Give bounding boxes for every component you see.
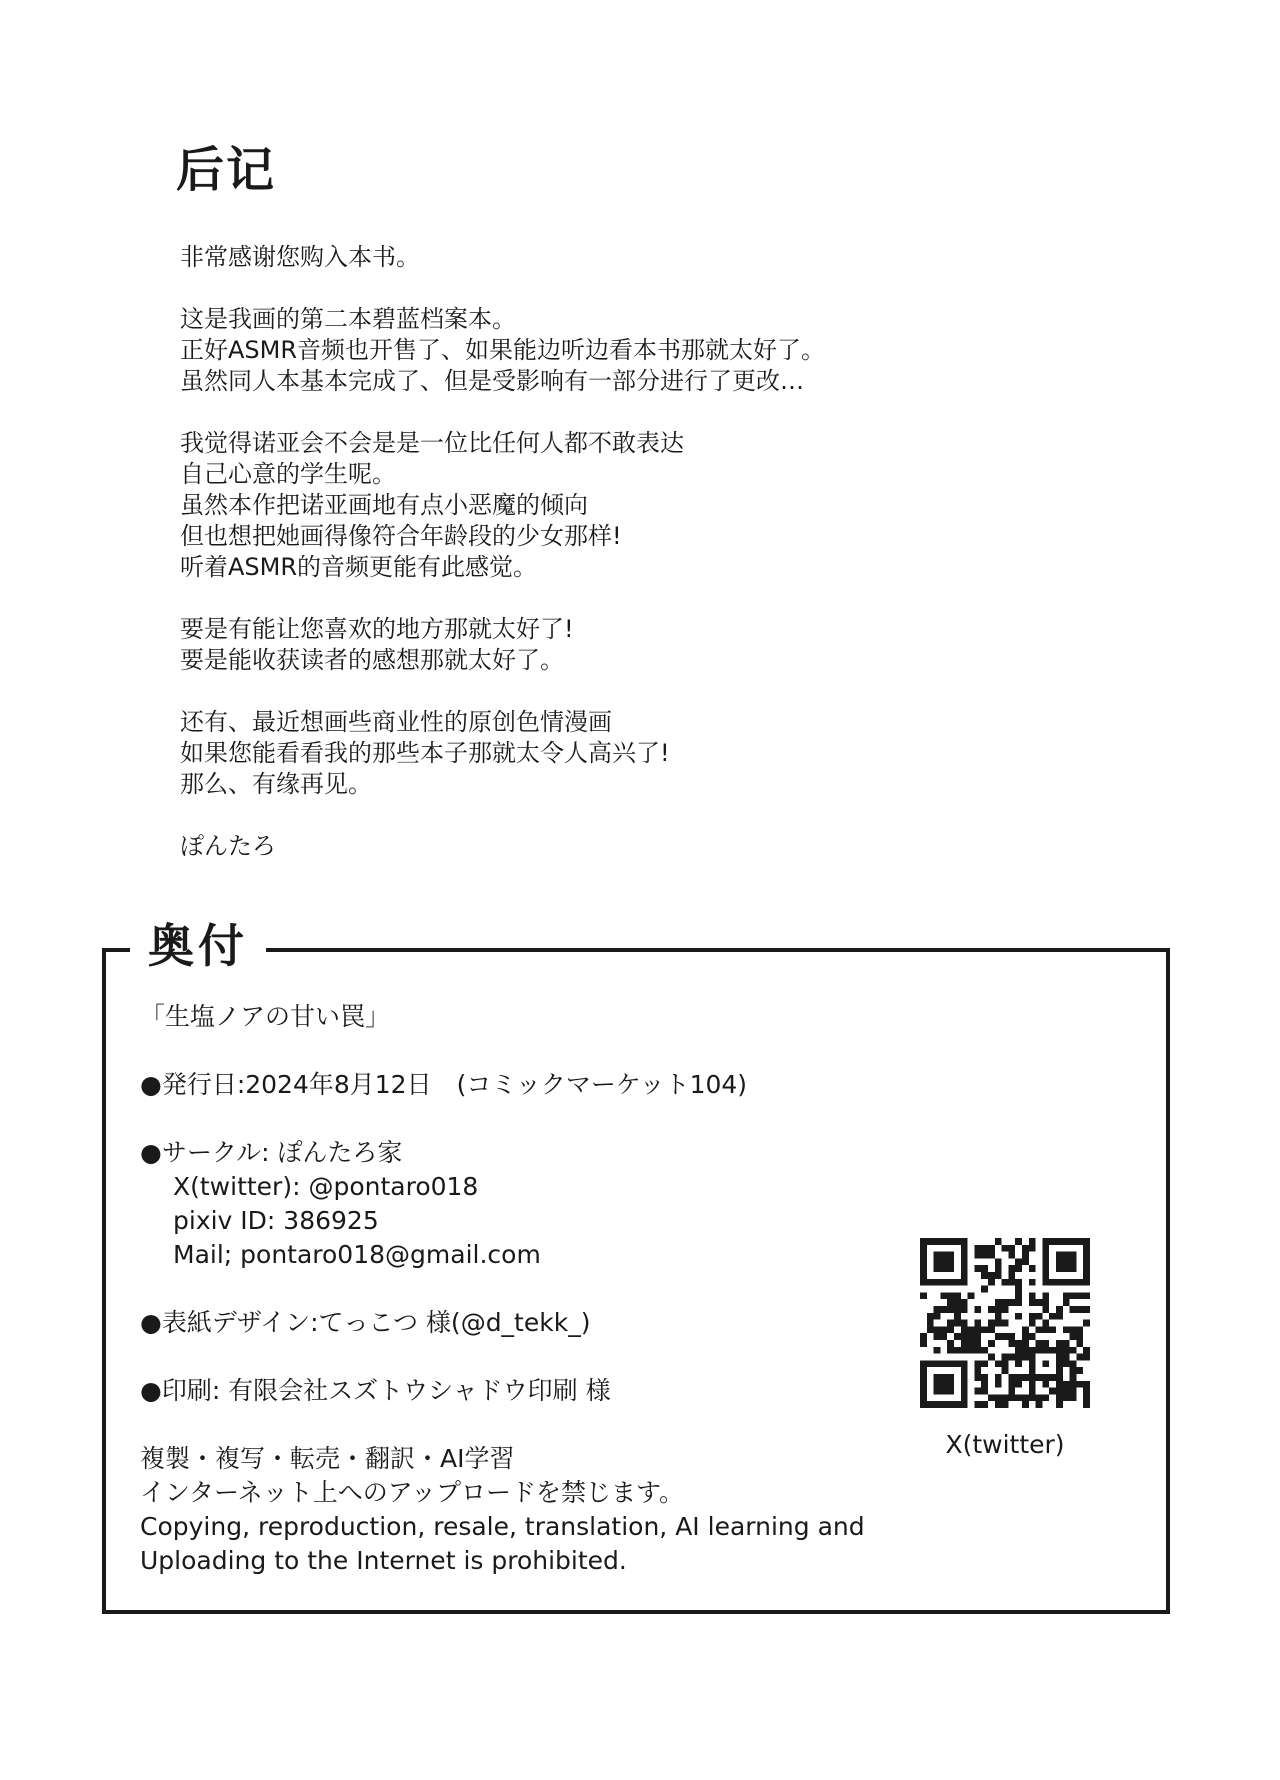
afterword-paragraph	[180, 707, 1080, 800]
afterword-line: 那么、有缘再见。	[180, 770, 372, 798]
printing-credit: ●印刷: 有限会社スズトウシャドウ印刷 様	[140, 1376, 611, 1405]
afterword-line: 还有、最近想画些商业性的原创色情漫画	[180, 708, 612, 736]
afterword-line: 我觉得诺亚会不会是是一位比任何人都不敢表达	[180, 429, 684, 457]
signature-line: ぽんたろ	[180, 832, 276, 860]
afterword-line: 但也想把她画得像符合年龄段的少女那样!	[180, 522, 622, 550]
afterword-title: 后记	[176, 142, 277, 198]
circle-name: ●サークル: ぽんたろ家	[140, 1138, 403, 1167]
copy-notice-line: インターネット上へのアップロードを禁じます。	[140, 1478, 685, 1507]
copy-notice-line: 複製・複写・転売・翻訳・AI学習	[140, 1444, 515, 1473]
copy-notice-line: Uploading to the Internet is prohibited.	[140, 1546, 627, 1575]
colophon-body	[140, 1000, 940, 1578]
afterword-line: 虽然本作把诺亚画地有点小恶魔的倾向	[180, 491, 588, 519]
afterword-line: 如果您能看看我的那些本子那就太令人高兴了!	[180, 739, 670, 767]
afterword-paragraph	[180, 614, 1080, 676]
issue-date: ●発行日:2024年8月12日 (コミックマーケット104)	[140, 1070, 748, 1099]
afterword-paragraph	[180, 242, 1080, 273]
cover-design-credit: ●表紙デザイン:てっこつ 様(@d_tekk_)	[140, 1308, 591, 1337]
afterword-line: 虽然同人本基本完成了、但是受影响有一部分进行了更改…	[180, 367, 804, 395]
afterword-line: 要是能收获读者的感想那就太好了。	[180, 646, 564, 674]
qr-caption: X(twitter)	[945, 1430, 1065, 1459]
afterword-line: 这是我画的第二本碧蓝档案本。	[180, 305, 516, 333]
author-signature	[180, 831, 1080, 862]
afterword-line: 听着ASMR的音频更能有此感觉。	[180, 553, 538, 581]
afterword-line: 要是有能让您喜欢的地方那就太好了!	[180, 615, 574, 643]
twitter-handle: X(twitter): @pontaro018	[173, 1172, 479, 1201]
copy-notice-line: Copying, reproduction, resale, translation, AI learning and	[140, 1512, 865, 1541]
afterword-line: 正好ASMR音频也开售了、如果能边听边看本书那就太好了。	[180, 336, 826, 364]
afterword-line: 自己心意的学生呢。	[180, 460, 396, 488]
afterword-paragraph	[180, 304, 1080, 397]
colophon-title: 奥付	[130, 916, 266, 976]
afterword-line: 非常感谢您购入本书。	[180, 243, 420, 271]
pixiv-id: pixiv ID: 386925	[173, 1206, 379, 1235]
afterword-body	[180, 242, 1080, 893]
mail-address: Mail; pontaro018@gmail.com	[173, 1240, 541, 1269]
afterword-paragraph	[180, 428, 1080, 583]
qr-code-icon	[920, 1238, 1090, 1408]
book-title: 「生塩ノアの甘い罠」	[140, 1002, 391, 1031]
